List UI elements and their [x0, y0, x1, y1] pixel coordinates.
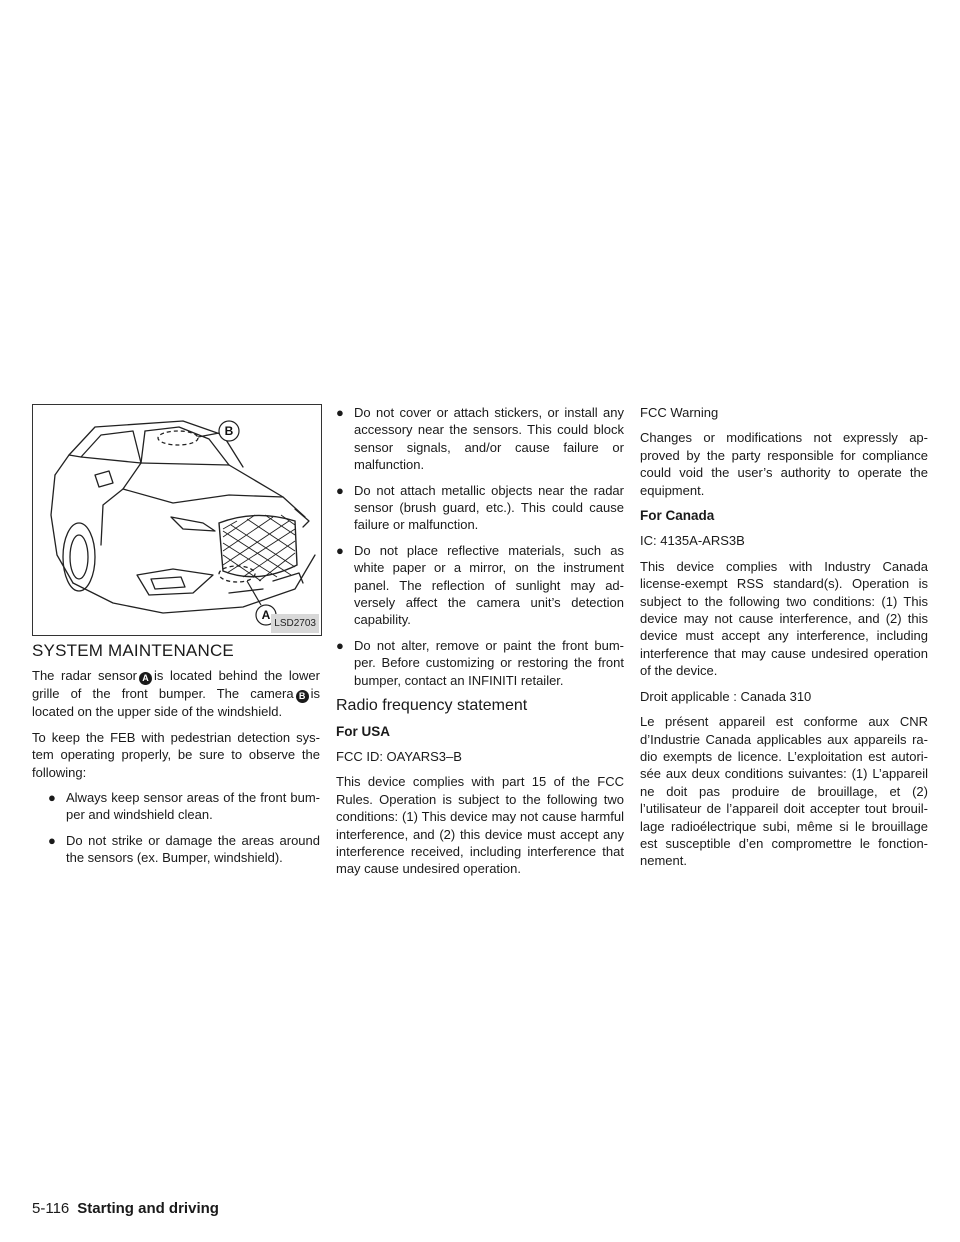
bullet-icon: ● — [336, 405, 344, 420]
fcc-id: FCC ID: OAYARS3–B — [336, 748, 462, 764]
bullet-item: ● Do not place reflective materials, such as white paper or a mirror, on the instrument panel. The reflection of sunlight may ad-versely affect the camera unit’s detection capability. — [336, 542, 624, 628]
paragraph-sensor-location: The radar sensor A is located behind the lower grille of the front bumper. The camera B is located on the upper side of the windshield. — [32, 668, 320, 720]
fcc-warning-title: FCC Warning — [640, 405, 719, 420]
paragraph-intro: To keep the FEB with pedestrian detection sys-tem operating properly, be sure to observe the following: — [32, 729, 320, 780]
bullet-item: ● Do not attach metallic objects near the radar sensor (brush guard, etc.). This could cause failure or malfunction. — [336, 482, 624, 533]
column-2 — [336, 404, 624, 886]
bullet-icon: ● — [336, 637, 344, 653]
bullet-item: ● Always keep sensor areas of the front bum-per and windshield clean. — [48, 790, 320, 823]
column-1 — [32, 404, 320, 875]
figure-label-a: A — [261, 608, 271, 622]
radio-frequency-heading: Radio frequency statement — [336, 697, 528, 715]
page-number: 5-116 — [32, 1200, 70, 1217]
fcc-warning-text: Changes or modifications not expressly ap-proved by the party responsible for compliance could void the user’s authority to operate the equipment. — [640, 430, 928, 498]
bullet-icon: ● — [48, 790, 56, 806]
paragraph-industry-canada: This device complies with Industry Canada license-exempt RSS standard(s). Operation is subject to the following two conditions: (1) This device may not cause interference, and (2) this device must accept any interference, including interference that may cause undesired operation of the device. — [640, 558, 928, 679]
section-name: Starting and driving — [77, 1200, 219, 1217]
figure-code: LSD2703 — [271, 614, 319, 633]
vehicle-sensor-figure — [32, 404, 322, 636]
bullet-item: ● Do not cover or attach stickers, or install any accessory near the sensors. This could block sensor signals, and/or cause failure or malfunction. — [336, 405, 624, 473]
bullet-item: ● Do not strike or damage the areas around the sensors (ex. Bumper, windshield). — [48, 832, 320, 866]
figure-label-b: B — [224, 424, 234, 438]
marker-a-icon: A — [139, 672, 152, 685]
bullet-icon: ● — [336, 482, 344, 498]
bullet-icon: ● — [336, 542, 344, 558]
bullet-icon: ● — [48, 832, 56, 848]
paragraph-french: Le présent appareil est conforme aux CNR d’Industrie Canada applicables aux appareils ra-dio exempts de licence. L’exploitation est autori-sée aux deux conditions suivantes: (1) L’appareil ne doit pas produire de brouillage, et (2) l’utilisateur de l’appareil doit accepter tout brouil-lage radioélectrique subi, même si le brouillage est susceptible d’en compromettre le fonction-nement. — [640, 714, 928, 869]
droit-applicable: Droit applicable : Canada 310 — [640, 688, 812, 704]
canada-subheading: For Canada — [640, 508, 715, 524]
marker-b-icon: B — [296, 690, 309, 703]
ic-number: IC: 4135A-ARS3B — [640, 533, 745, 549]
usa-subheading: For USA — [336, 723, 390, 739]
column-3 — [640, 404, 928, 878]
paragraph-fcc-compliance: This device complies with part 15 of the FCC Rules. Operation is subject to the following two conditions: (1) This device may not cause harmful interference, and (2) this device must accept any interference received, including interference that may cause undesired operation. — [336, 774, 624, 877]
vehicle-illustration — [33, 405, 321, 635]
page-footer — [32, 1200, 219, 1217]
section-heading: SYSTEM MAINTENANCE — [32, 641, 234, 660]
bullet-item: ● Do not alter, remove or paint the front bum-per. Before customizing or restoring the front bumper, contact an INFINITI retailer. — [336, 637, 624, 688]
